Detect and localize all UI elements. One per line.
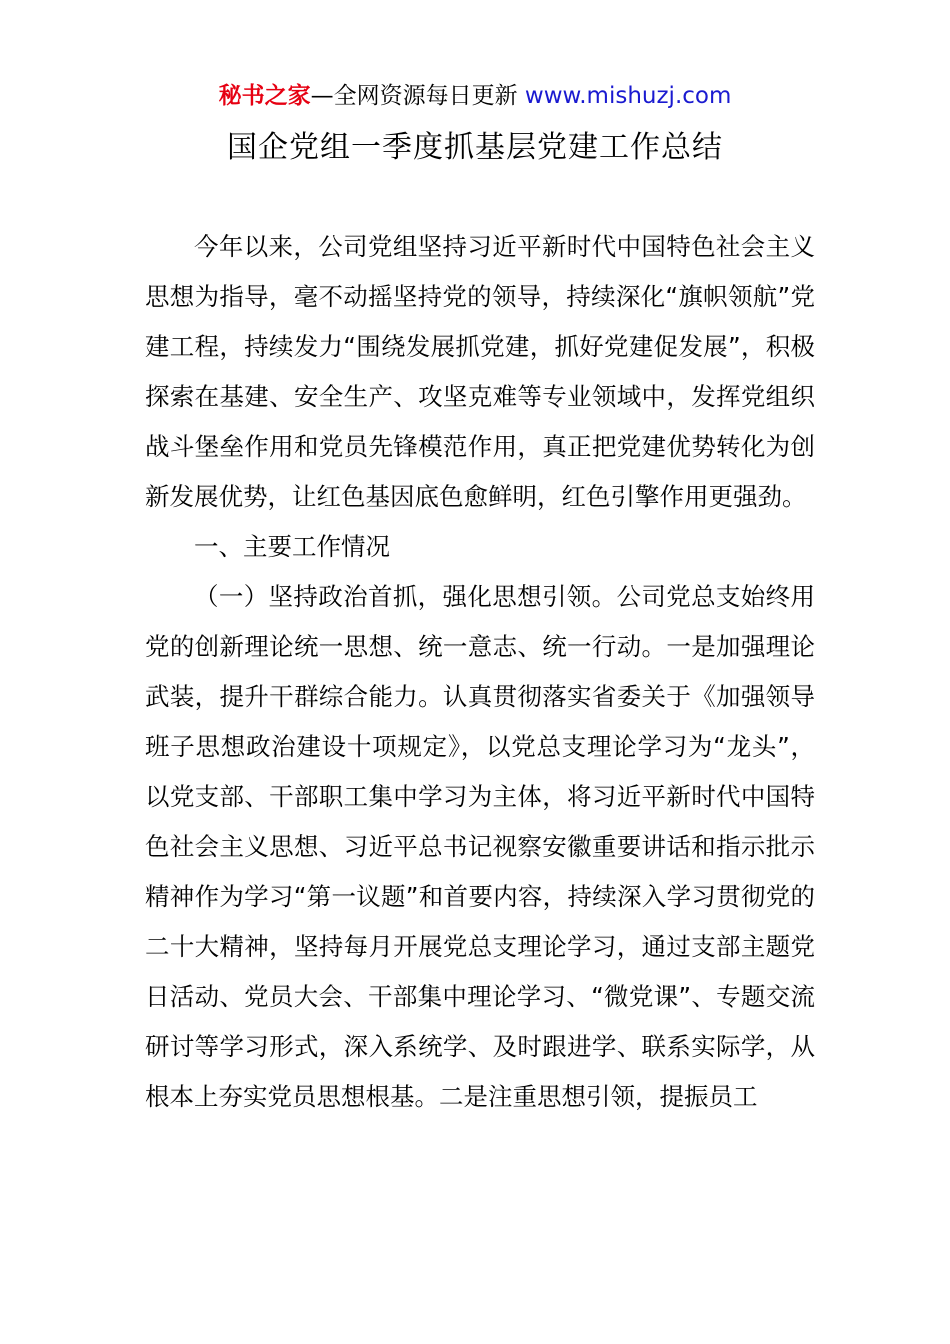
site-name: 秘书之家 [218,83,311,109]
site-url-link[interactable]: www.mishuzj.com [524,83,732,109]
document-body [145,222,815,1122]
intro-paragraph: 今年以来，公司党组坚持习近平新时代中国特色社会主义思想为指导，毫不动摇坚持党的领导，持续深化“旗帜领航”党建工程，持续发力“围绕发展抓党建，抓好党建促发展”，积极探索在基建、安全生产、攻坚克难等专业领域中，发挥党组织战斗堡垒作用和党员先锋模范作用，真正把党建优势转化为创新发展优势，让红色基因底色愈鲜明，红色引擎作用更强劲。 [145,232,815,511]
site-tagline: —全网资源每日更新 [310,83,518,109]
section-heading: 一、主要工作情况 [194,532,390,561]
document-title: 国企党组一季度抓基层党建工作总结 [227,130,723,165]
body-paragraph: （一）坚持政治首抓，强化思想引领。公司党总支始终用党的创新理论统一思想、统一意志、统一行动。一是加强理论武装，提升干群综合能力。认真贯彻落实省委关于《加强领导班子思想政治建设十项规定》，以党总支理论学习为“龙头”，以党支部、干部职工集中学习为主体，将习近平新时代中国特色社会主义思想、习近平总书记视察安徽重要讲话和指示批示精神作为学习“第一议题”和首要内容，持续深入学习贯彻党的二十大精神，坚持每月开展党总支理论学习，通过支部主题党日活动、党员大会、干部集中理论学习、“微党课”、专题交流研讨等学习形式，深入系统学、及时跟进学、联系实际学，从根本上夯实党员思想根基。二是注重思想引领，提振员工 [145,582,815,1111]
site-header [0,80,950,112]
